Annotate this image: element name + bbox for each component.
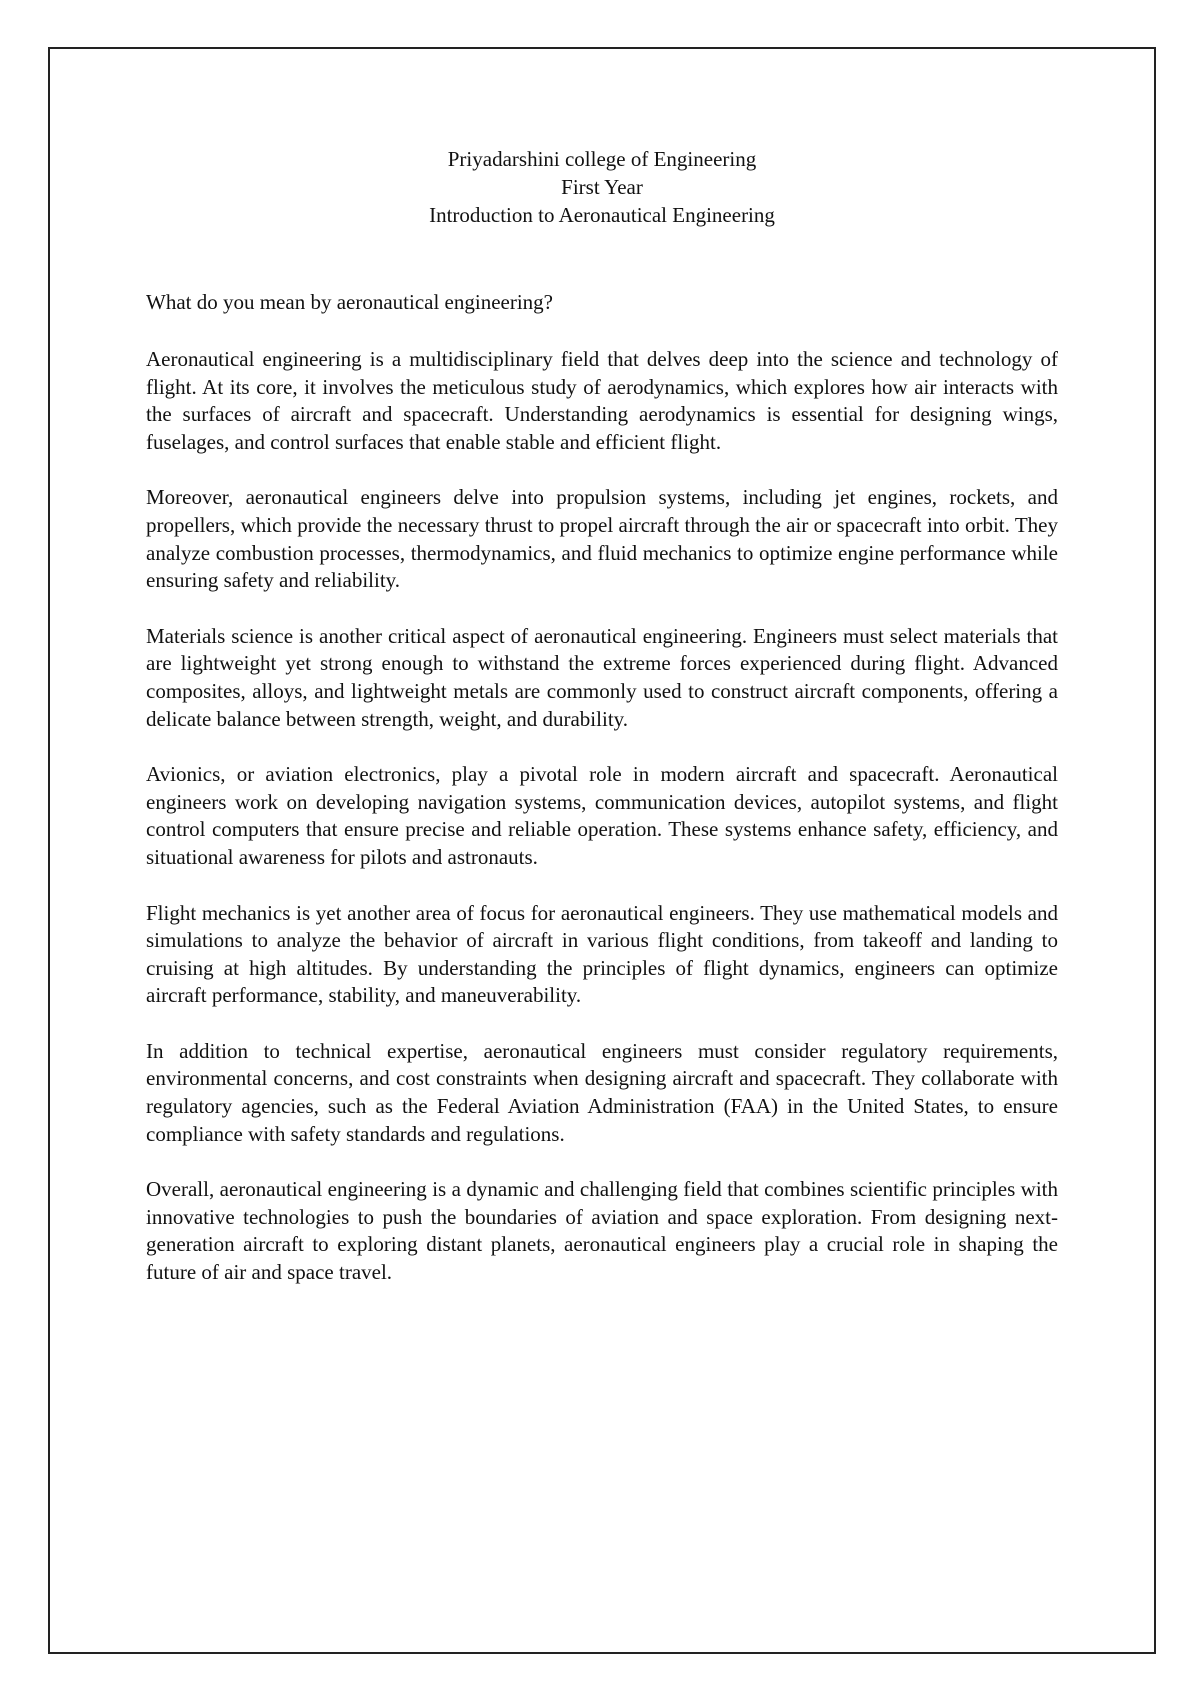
paragraph-materials: Materials science is another critical aspect of aeronautical engineering. Engineers must select materials that are lightweight yet strong enough to withstand the extreme forces experienced during flight. Advanced composites, alloys, and lightweight metals are commonly used to construct aircraft components, offering a delicate balance between strength, weight, and durability. xyxy=(146,623,1058,731)
answer-body xyxy=(146,346,1058,1315)
paragraph-regulatory: In addition to technical expertise, aeronautical engineers must consider regulatory requirements, environmental concerns, and cost constraints when designing aircraft and spacecraft. They collaborate with regulatory agencies, such as the Federal Aviation Administration (FAA) in the United States, to ensure compliance with safety standards and regulations. xyxy=(146,1038,1058,1146)
year-label: First Year xyxy=(561,175,643,199)
paragraph-propulsion: Moreover, aeronautical engineers delve into propulsion systems, including jet engines, rockets, and propellers, which provide the necessary thrust to propel aircraft through the air or spacecraft into orbit. They analyze combustion processes, thermodynamics, and fluid mechanics to optimize engine performance while ensuring safety and reliability. xyxy=(146,485,1058,593)
college-name: Priyadarshini college of Engineering xyxy=(447,147,757,171)
paragraph-overall: Overall, aeronautical engineering is a dynamic and challenging field that combines scientific principles with innovative technologies to push the boundaries of aviation and space exploration. From designing next-generation aircraft to exploring distant planets, aeronautical engineers play a crucial role in shaping the future of air and space travel. xyxy=(146,1177,1058,1285)
paragraph-avionics: Avionics, or aviation electronics, play a pivotal role in modern aircraft and spacecraft. Aeronautical engineers work on developing navigation systems, communication devices, autopilot systems, and flight control computers that ensure precise and reliable operation. These systems enhance safety, efficiency, and situational awareness for pilots and astronauts. xyxy=(146,762,1058,869)
course-title: Introduction to Aeronautical Engineering xyxy=(429,203,775,227)
paragraph-flight-mechanics: Flight mechanics is yet another area of focus for aeronautical engineers. They use mathematical models and simulations to analyze the behavior of aircraft in various flight conditions, from takeoff and landing to cruising at high altitudes. By understanding the principles of flight dynamics, engineers can optimize aircraft performance, stability, and maneuverability. xyxy=(146,900,1058,1008)
document-content xyxy=(146,145,1058,1285)
document-header xyxy=(146,145,1058,229)
paragraph-aerodynamics: Aeronautical engineering is a multidisciplinary field that delves deep into the science and technology of flight. At its core, it involves the meticulous study of aerodynamics, which explores how air interacts with the surfaces of aircraft and spacecraft. Understanding aerodynamics is essential for designing wings, fuselages, and control surfaces that enable stable and efficient flight. xyxy=(146,347,1058,454)
question-text: What do you mean by aeronautical engineering? xyxy=(146,290,553,314)
